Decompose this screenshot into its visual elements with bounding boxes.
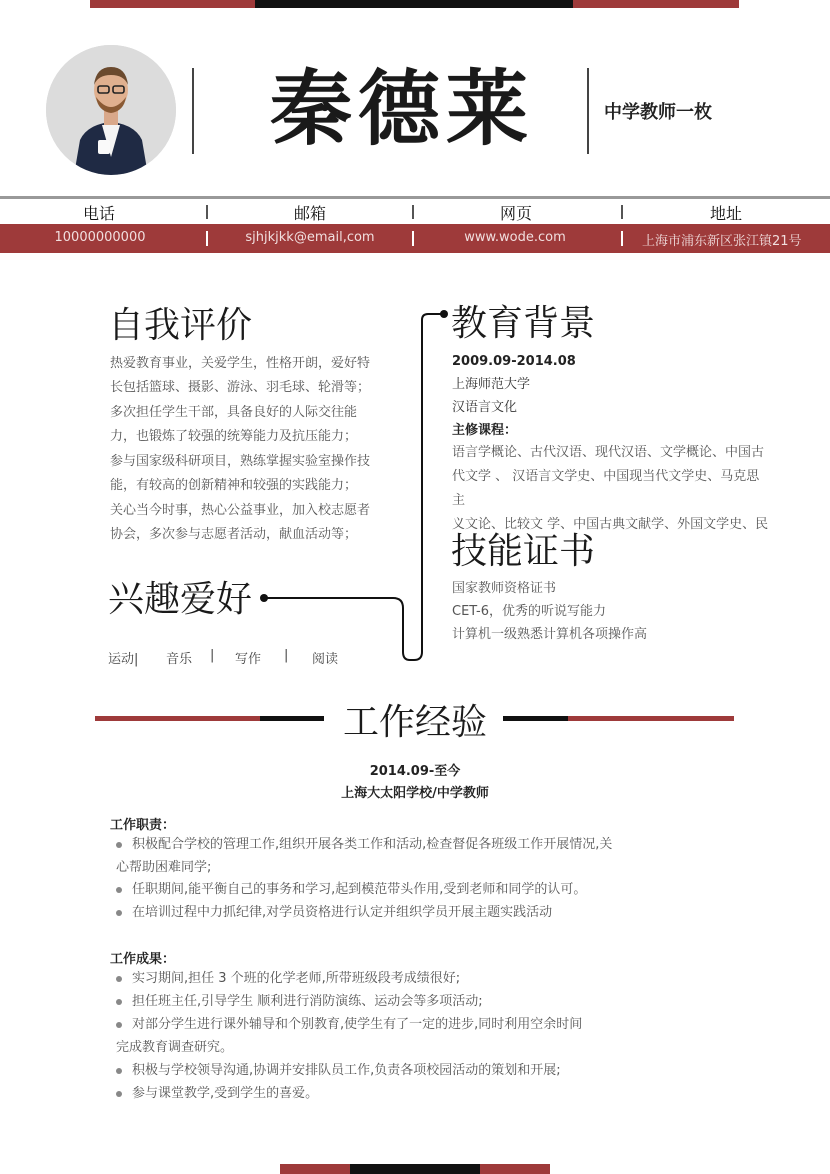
self-eval-paragraph xyxy=(110,401,390,449)
education-courses xyxy=(452,441,772,537)
bullet-icon xyxy=(116,1068,122,1074)
list-item: 在培训过程中力抓纪律,对学员资格进行认定并组织学员开展主题实践活动 xyxy=(116,901,616,924)
contact-label-email: 邮箱 xyxy=(293,204,326,223)
contact-label-web: 网页 xyxy=(499,204,532,223)
skill-item: 国家教师资格证书 xyxy=(452,581,557,596)
hobby-item: 阅读 xyxy=(312,652,339,667)
text-line: 协会，多次参与志愿者活动，献血活动等； xyxy=(110,527,358,542)
text-line: 长包括篮球、摄影、游泳、羽毛球、轮滑等； xyxy=(110,380,371,395)
text-line: 能，有较高的创新精神和较强的实践能力； xyxy=(110,478,358,493)
education-school: 上海师范大学 xyxy=(452,377,531,392)
list-item: 实习期间,担任 3 个班的化学老师,所带班级段考成绩很好; xyxy=(116,967,616,990)
work-results-label: 工作成果： xyxy=(110,952,176,967)
bullet-icon xyxy=(116,976,122,982)
contact-web[interactable]: www.wode.com xyxy=(464,230,566,245)
contact-label-address: 地址 xyxy=(709,204,742,223)
work-period: 2014.09-至今 xyxy=(369,764,461,779)
text-line: 代文学 、 汉语言文学史、中国现当代文学史、马克思主 xyxy=(452,469,760,508)
self-eval-paragraph xyxy=(110,450,390,498)
text-line: 热爱教育事业，关爱学生，性格开朗，爱好特 xyxy=(110,356,371,371)
self-eval-paragraph xyxy=(110,499,390,547)
hobby-separator: | xyxy=(210,648,215,663)
list-item: 积极配合学校的管理工作,组织开展各类工作和活动,检查督促各班级工作开展情况,关 心帮助困难同学; xyxy=(116,837,613,875)
education-period: 2009.09-2014.08 xyxy=(452,354,576,369)
bullet-icon xyxy=(116,910,122,916)
text-line: 关心当今时事，热心公益事业，加入校志愿者 xyxy=(110,503,371,518)
candidate-name: 秦德莱 xyxy=(269,62,534,157)
skills-title: 技能证书 xyxy=(451,531,596,572)
bullet-icon xyxy=(116,999,122,1005)
hobby-separator: | xyxy=(284,648,289,663)
contact-phone[interactable]: 10000000000 xyxy=(54,230,146,245)
list-item: 积极与学校领导沟通,协调并安排队员工作,负责各项校园活动的策划和开展; xyxy=(116,1059,616,1082)
text-line: 力，也锻炼了较强的统筹能力及抗压能力； xyxy=(110,429,358,444)
self-eval-paragraph xyxy=(110,352,390,400)
skill-item: 计算机一级熟悉计算机各项操作高 xyxy=(452,627,648,642)
hobby-item: 运动| xyxy=(108,652,139,667)
contact-separator xyxy=(206,231,208,246)
person-photo-icon xyxy=(46,45,176,175)
work-rule-left-black xyxy=(260,716,324,721)
work-rule-left-red xyxy=(95,716,260,721)
list-item: 对部分学生进行课外辅导和个别教育,使学生有了一定的进步,同时利用空余时间 完成教育调查研究。 xyxy=(116,1017,583,1055)
text-line: 参与国家级科研项目，熟练掌握实验室操作技 xyxy=(110,454,371,469)
bullet-icon xyxy=(116,1022,122,1028)
contact-separator xyxy=(412,231,414,246)
education-title: 教育背景 xyxy=(451,303,596,344)
contact-top-rule xyxy=(0,196,830,199)
bullet-icon xyxy=(116,1091,122,1097)
bottom-bar-right xyxy=(480,1164,550,1174)
bottom-bar-middle xyxy=(350,1164,480,1174)
hobby-item: 音乐 xyxy=(166,652,193,667)
text-line: 义文论、比较文 学、中国古典文献学、外国文学史、民 xyxy=(452,517,769,532)
top-bar-middle xyxy=(255,0,573,8)
contact-label-phone: 电话 xyxy=(82,204,115,223)
contact-separator xyxy=(621,205,623,219)
education-courses-label: 主修课程： xyxy=(452,423,518,438)
bullet-icon xyxy=(116,842,122,848)
candidate-tagline: 中学教师一枚 xyxy=(604,102,712,123)
hobbies-title: 兴趣爱好 xyxy=(108,579,253,620)
contact-address: 上海市浦东新区张江镇21号 xyxy=(642,234,802,249)
timeline-dot-education xyxy=(440,310,448,318)
work-duties-label: 工作职责： xyxy=(110,818,176,833)
top-bar-right xyxy=(573,0,739,8)
hobby-item: 写作 xyxy=(235,652,262,667)
list-item: 参与课堂教学,受到学生的喜爱。 xyxy=(116,1082,616,1105)
work-rule-right-red xyxy=(568,716,734,721)
header-divider-right xyxy=(587,68,589,154)
contact-separator xyxy=(206,205,208,219)
timeline-dot-hobbies xyxy=(260,594,268,602)
header-divider-left xyxy=(192,68,194,154)
avatar xyxy=(46,45,176,175)
self-eval-title: 自我评价 xyxy=(108,305,253,346)
skill-item: CET-6，优秀的听说写能力 xyxy=(452,604,607,619)
work-title: 工作经验 xyxy=(342,702,487,743)
top-bar-left xyxy=(90,0,255,8)
education-major: 汉语言文化 xyxy=(452,400,518,415)
contact-separator xyxy=(621,231,623,246)
list-item: 担任班主任,引导学生 顺利进行消防演练、运动会等多项活动; xyxy=(116,990,616,1013)
contact-separator xyxy=(412,205,414,219)
work-position: 上海大太阳学校/中学教师 xyxy=(341,786,489,801)
bottom-bar-left xyxy=(280,1164,350,1174)
text-line: 多次担任学生干部，具备良好的人际交往能 xyxy=(110,405,358,420)
list-item: 任职期间,能平衡自己的事务和学习,起到模范带头作用,受到老师和同学的认可。 xyxy=(116,878,616,901)
work-rule-right-black xyxy=(503,716,568,721)
contact-email[interactable]: sjhjkjkk@email,com xyxy=(245,230,375,245)
bullet-icon xyxy=(116,887,122,893)
text-line: 语言学概论、古代汉语、现代汉语、文学概论、中国古 xyxy=(452,445,765,460)
